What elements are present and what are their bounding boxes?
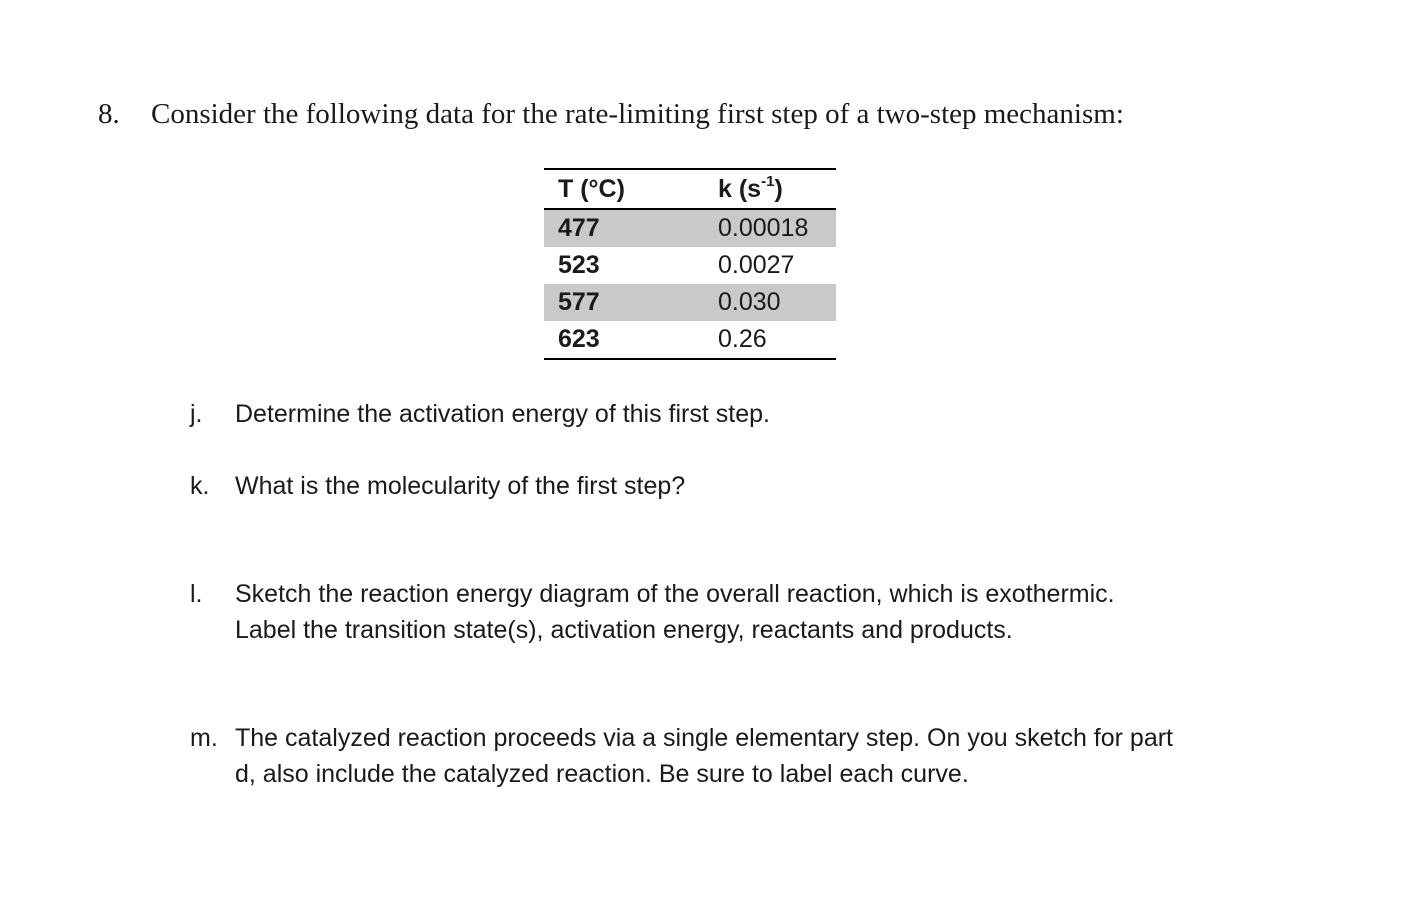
part-text <box>235 720 1173 792</box>
part-text-line: Sketch the reaction energy diagram of the overall reaction, which is exothermic. <box>235 580 1115 608</box>
cell-rate-constant: 0.00018 <box>704 209 836 247</box>
part-text: What is the molecularity of the first step? <box>235 472 686 500</box>
part-text <box>235 576 1115 648</box>
part-j <box>190 396 770 432</box>
cell-rate-constant: 0.0027 <box>718 251 795 279</box>
part-l <box>190 576 1115 648</box>
cell-temperature: 477 <box>544 209 704 247</box>
cell-temperature: 623 <box>544 321 704 359</box>
part-letter: j. <box>190 400 203 428</box>
rate-data-table <box>544 168 836 360</box>
part-letter: l. <box>190 580 203 608</box>
question-8 <box>98 98 1124 131</box>
part-text-line: Label the transition state(s), activation energy, reactants and products. <box>235 616 1013 644</box>
part-letter: m. <box>190 724 218 752</box>
question-text: Consider the following data for the rate-limiting first step of a two-step mechanism: <box>151 98 1124 130</box>
part-m <box>190 720 1173 792</box>
table-row <box>544 321 836 359</box>
cell-temperature: 523 <box>558 251 600 279</box>
part-letter: k. <box>190 472 210 500</box>
cell-rate-constant: 0.030 <box>704 284 836 321</box>
part-k <box>190 468 685 504</box>
table-row <box>544 247 836 284</box>
cell-temperature: 577 <box>544 284 704 321</box>
table-row <box>544 284 836 321</box>
part-text-line: The catalyzed reaction proceeds via a single elementary step. On you sketch for part <box>235 724 1173 752</box>
header-temperature: T (°C) <box>544 169 704 209</box>
part-text: Determine the activation energy of this first step. <box>235 400 770 428</box>
table-row <box>544 209 836 247</box>
cell-rate-constant: 0.26 <box>704 321 836 359</box>
header-superscript: -1 <box>761 173 775 191</box>
part-text-line: d, also include the catalyzed reaction. Be sure to label each curve. <box>235 760 969 788</box>
table-header-row <box>544 169 836 209</box>
header-rate-constant: k $(s^{-1})$ <box>704 169 836 209</box>
question-number: 8. <box>98 98 120 130</box>
